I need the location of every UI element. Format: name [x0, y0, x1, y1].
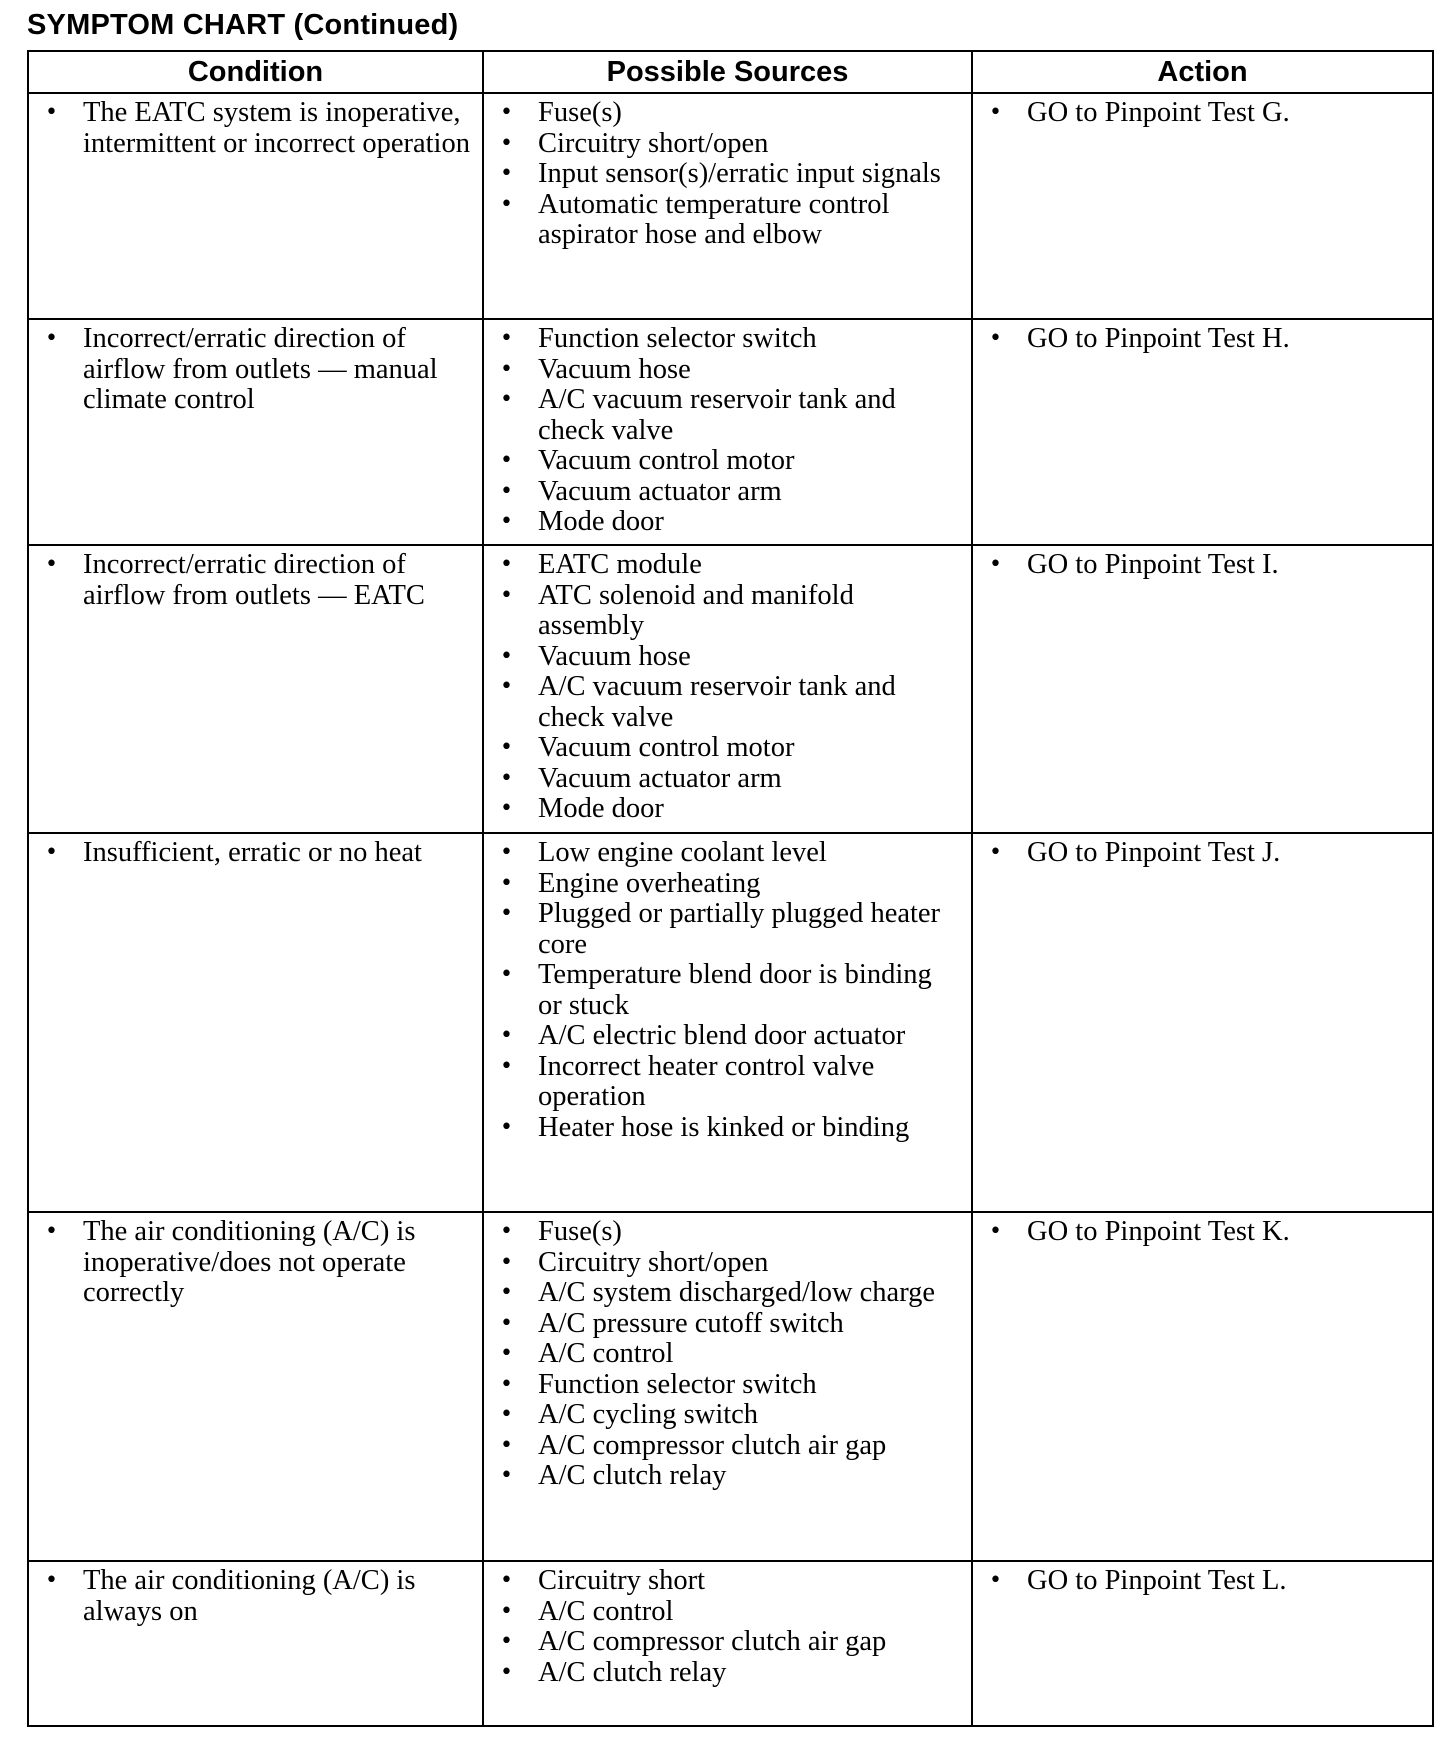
source-item: • A/C control	[492, 1597, 961, 1628]
action-list	[981, 98, 1422, 129]
source-item: • Function selector switch	[492, 324, 961, 355]
condition-cell	[28, 833, 483, 1212]
condition-cell	[28, 93, 483, 319]
action-list	[981, 1217, 1422, 1248]
action-list	[981, 324, 1422, 355]
possible-sources-list	[492, 550, 961, 825]
source-item: • A/C vacuum reservoir tank and check valve	[492, 385, 961, 446]
possible-sources-cell	[483, 1212, 972, 1561]
source-item: • Circuitry short/open	[492, 1248, 961, 1279]
source-item: • EATC module	[492, 550, 961, 581]
source-item: • ATC solenoid and manifold assembly	[492, 581, 961, 642]
action-list	[981, 550, 1422, 581]
symptom-table	[27, 50, 1434, 1727]
header-action: Action	[972, 51, 1433, 93]
source-item: • Vacuum control motor	[492, 446, 961, 477]
source-item: • A/C electric blend door actuator	[492, 1021, 961, 1052]
source-item: • A/C vacuum reservoir tank and check valve	[492, 672, 961, 733]
action-cell	[972, 1212, 1433, 1561]
header-row	[28, 51, 1433, 93]
possible-sources-list	[492, 1566, 961, 1688]
action-text: • GO to Pinpoint Test K.	[981, 1217, 1422, 1248]
source-item: • Circuitry short	[492, 1566, 961, 1597]
condition-list	[37, 838, 472, 869]
table-row	[28, 1212, 1433, 1561]
possible-sources-cell	[483, 545, 972, 833]
source-item: • Low engine coolant level	[492, 838, 961, 869]
condition-text: • The air conditioning (A/C) is inoperative/does not operate correctly	[37, 1217, 472, 1309]
source-item: • Vacuum actuator arm	[492, 764, 961, 795]
possible-sources-list	[492, 838, 961, 1143]
source-item: • A/C clutch relay	[492, 1658, 961, 1689]
source-item: • Fuse(s)	[492, 98, 961, 129]
possible-sources-cell	[483, 1561, 972, 1726]
source-item: • Function selector switch	[492, 1370, 961, 1401]
symptom-chart-page	[27, 8, 1432, 1727]
chart-title: SYMPTOM CHART (Continued)	[27, 9, 459, 41]
condition-list	[37, 98, 472, 159]
header-condition: Condition	[28, 51, 483, 93]
table-body	[28, 93, 1433, 1726]
source-item: • Vacuum hose	[492, 355, 961, 386]
action-text: • GO to Pinpoint Test L.	[981, 1566, 1422, 1597]
table-row	[28, 833, 1433, 1212]
possible-sources-cell	[483, 93, 972, 319]
condition-list	[37, 1217, 472, 1309]
source-item: • Input sensor(s)/erratic input signals	[492, 159, 961, 190]
source-item: • Vacuum actuator arm	[492, 477, 961, 508]
action-text: • GO to Pinpoint Test I.	[981, 550, 1422, 581]
source-item: • Mode door	[492, 794, 961, 825]
action-list	[981, 1566, 1422, 1597]
condition-list	[37, 1566, 472, 1627]
source-item: • A/C control	[492, 1339, 961, 1370]
source-item: • A/C cycling switch	[492, 1400, 961, 1431]
source-item: • Incorrect heater control valve operation	[492, 1052, 961, 1113]
possible-sources-list	[492, 324, 961, 538]
condition-cell	[28, 545, 483, 833]
source-item: • Heater hose is kinked or binding	[492, 1113, 961, 1144]
condition-text: • Incorrect/erratic direction of airflow from outlets — EATC	[37, 550, 472, 611]
condition-text: • Incorrect/erratic direction of airflow from outlets — manual climate control	[37, 324, 472, 416]
action-cell	[972, 833, 1433, 1212]
source-item: • Automatic temperature control aspirator hose and elbow	[492, 190, 961, 251]
condition-cell	[28, 319, 483, 545]
condition-cell	[28, 1561, 483, 1726]
action-cell	[972, 1561, 1433, 1726]
condition-list	[37, 324, 472, 416]
table-row	[28, 93, 1433, 319]
possible-sources-cell	[483, 319, 972, 545]
condition-list	[37, 550, 472, 611]
table-row	[28, 319, 1433, 545]
action-text: • GO to Pinpoint Test H.	[981, 324, 1422, 355]
action-text: • GO to Pinpoint Test G.	[981, 98, 1422, 129]
possible-sources-list	[492, 98, 961, 251]
condition-text: • The air conditioning (A/C) is always on	[37, 1566, 472, 1627]
source-item: • Vacuum hose	[492, 642, 961, 673]
table-row	[28, 1561, 1433, 1726]
condition-text: • The EATC system is inoperative, intermittent or incorrect operation	[37, 98, 472, 159]
source-item: • Engine overheating	[492, 869, 961, 900]
condition-cell	[28, 1212, 483, 1561]
table-row	[28, 545, 1433, 833]
source-item: • Circuitry short/open	[492, 129, 961, 160]
header-possible-sources: Possible Sources	[483, 51, 972, 93]
action-cell	[972, 93, 1433, 319]
condition-text: • Insufficient, erratic or no heat	[37, 838, 472, 869]
source-item: • Temperature blend door is binding or stuck	[492, 960, 961, 1021]
action-cell	[972, 319, 1433, 545]
possible-sources-list	[492, 1217, 961, 1492]
possible-sources-cell	[483, 833, 972, 1212]
source-item: • A/C system discharged/low charge	[492, 1278, 961, 1309]
source-item: • Plugged or partially plugged heater core	[492, 899, 961, 960]
source-item: • Mode door	[492, 507, 961, 538]
source-item: • A/C compressor clutch air gap	[492, 1431, 961, 1462]
source-item: • A/C clutch relay	[492, 1461, 961, 1492]
action-text: • GO to Pinpoint Test J.	[981, 838, 1422, 869]
source-item: • A/C pressure cutoff switch	[492, 1309, 961, 1340]
source-item: • Fuse(s)	[492, 1217, 961, 1248]
source-item: • Vacuum control motor	[492, 733, 961, 764]
action-list	[981, 838, 1422, 869]
source-item: • A/C compressor clutch air gap	[492, 1627, 961, 1658]
action-cell	[972, 545, 1433, 833]
